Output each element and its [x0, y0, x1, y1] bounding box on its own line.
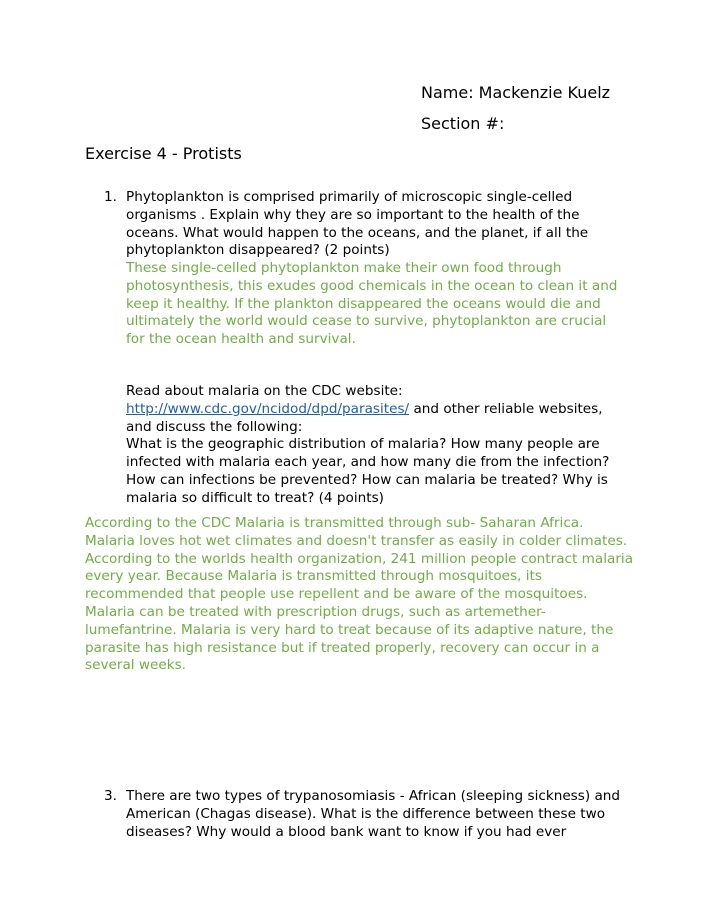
question-1-answer: These single-celled phytoplankton make their own food through photosynthesis, this exudes good chemicals in the ocean to clean it and keep it healthy. If the plankton disappeared the oceans would die and ultimately the world would cease to survive, phytoplankton are crucial for the ocean health and survival.	[126, 260, 618, 348]
question-2-intro: Read about malaria on the CDC website:	[126, 383, 403, 399]
question-3-number: 3.	[104, 788, 117, 804]
question-2-answer: According to the CDC Malaria is transmitted through sub- Saharan Africa. Malaria loves hot wet climates and doesn't transfer as easily in colder climates. According to the worlds health organization, 241 million people contract malaria every year. Because Malaria is transmitted through mosquitoes, its recommended that people use repellent and be aware of the mosquitoes. Malaria can be treated with prescription drugs, such as artemether-lumefantrine. Malaria is very hard to treat because of its adaptive nature, the parasite has high resistance but if treated properly, recovery can occur in a several weeks.	[85, 515, 634, 674]
question-3-text: There are two types of trypanosomiasis - African (sleeping sickness) and American (Chagas disease). What is the difference between these two diseases? Why would a blood bank want to know if you had ever	[126, 788, 621, 840]
question-2-link-line	[126, 401, 626, 437]
question-2-after-link: and other reliable websites, and discuss the following:	[126, 400, 603, 435]
question-2-questions: What is the geographic distribution of malaria? How many people are infected with malaria each year, and how many die from the infection? How can infections be prevented? How can malaria be treated? Why is malaria so difficult to treat? (4 points)	[126, 436, 610, 506]
exercise-title: Exercise 4 - Protists	[85, 144, 242, 163]
question-1-number: 1.	[104, 189, 117, 205]
cdc-link[interactable]: http://www.cdc.gov/ncidod/dpd/parasites/	[126, 400, 410, 417]
question-2-prompt	[126, 383, 626, 508]
student-name: Name: Mackenzie Kuelz	[421, 83, 611, 102]
question-1-text: Phytoplankton is comprised primarily of microscopic single-celled organisms . Explain why they are so important to the health of the oceans. What would happen to the oceans, and the planet, if all the phytoplankton disappeared? (2 points)	[126, 189, 589, 259]
section-number: Section #:	[421, 114, 505, 133]
